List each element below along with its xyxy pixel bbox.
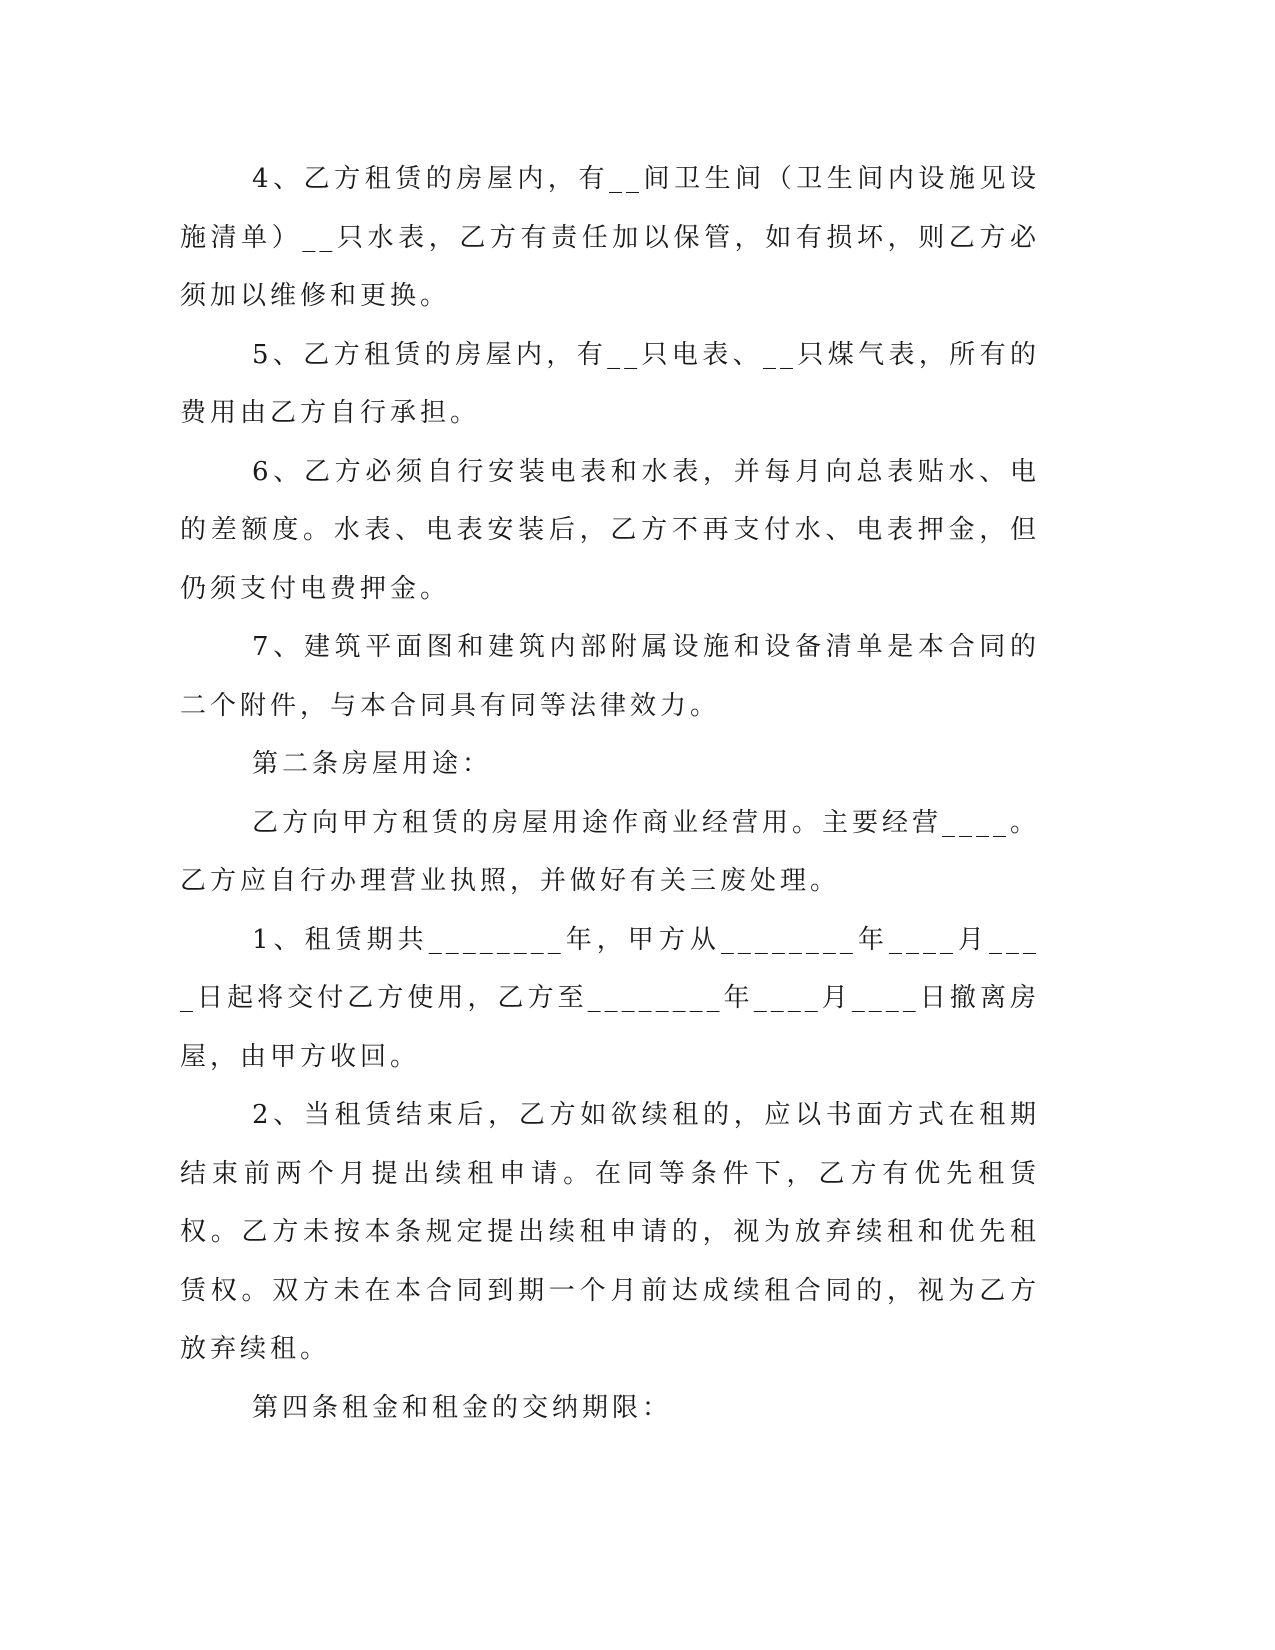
lease-term-paragraph: 1、租赁期共________年，甲方从________年____月____日起将交付乙方使用，乙方至________年____月____日撤离房屋，由甲方收回。 — [180, 924, 1040, 1072]
renewal-paragraph: 2、当租赁结束后，乙方如欲续租的，应以书面方式在租期结束前两个月提出续租申请。在同等条件下，乙方有优先租赁权。乙方未按本条规定提出续租申请的，视为放弃续租和优先租赁权。双方未在本合同到期一个月前达成续租合同的，视为乙方放弃续租。 — [180, 1100, 1040, 1364]
document-body — [180, 150, 1040, 1437]
article-4-heading: 第四条租金和租金的交纳期限： — [252, 1392, 673, 1423]
clause-5-electric-gas-meter: 5、乙方租赁的房屋内，有__只电表、__只煤气表，所有的费用由乙方自行承担。 — [180, 339, 1040, 428]
clause-7-attachments: 7、建筑平面图和建筑内部附属设施和设备清单是本合同的二个附件，与本合同具有同等法律效力。 — [180, 632, 1040, 721]
clause-4-bathroom-water-meter: 4、乙方租赁的房屋内，有__间卫生间（卫生间内设施见设施清单）__只水表，乙方有责任加以保管，如有损坏，则乙方必须加以维修和更换。 — [180, 164, 1040, 311]
usage-paragraph: 乙方向甲方租赁的房屋用途作商业经营用。主要经营____。乙方应自行办理营业执照，并做好有关三废处理。 — [180, 807, 1041, 896]
article-2-heading: 第二条房屋用途： — [252, 749, 493, 779]
clause-6-meter-installation: 6、乙方必须自行安装电表和水表，并每月向总表贴水、电的差额度。水表、电表安装后，乙方不再支付水、电表押金，但仍须支付电费押金。 — [180, 456, 1040, 604]
